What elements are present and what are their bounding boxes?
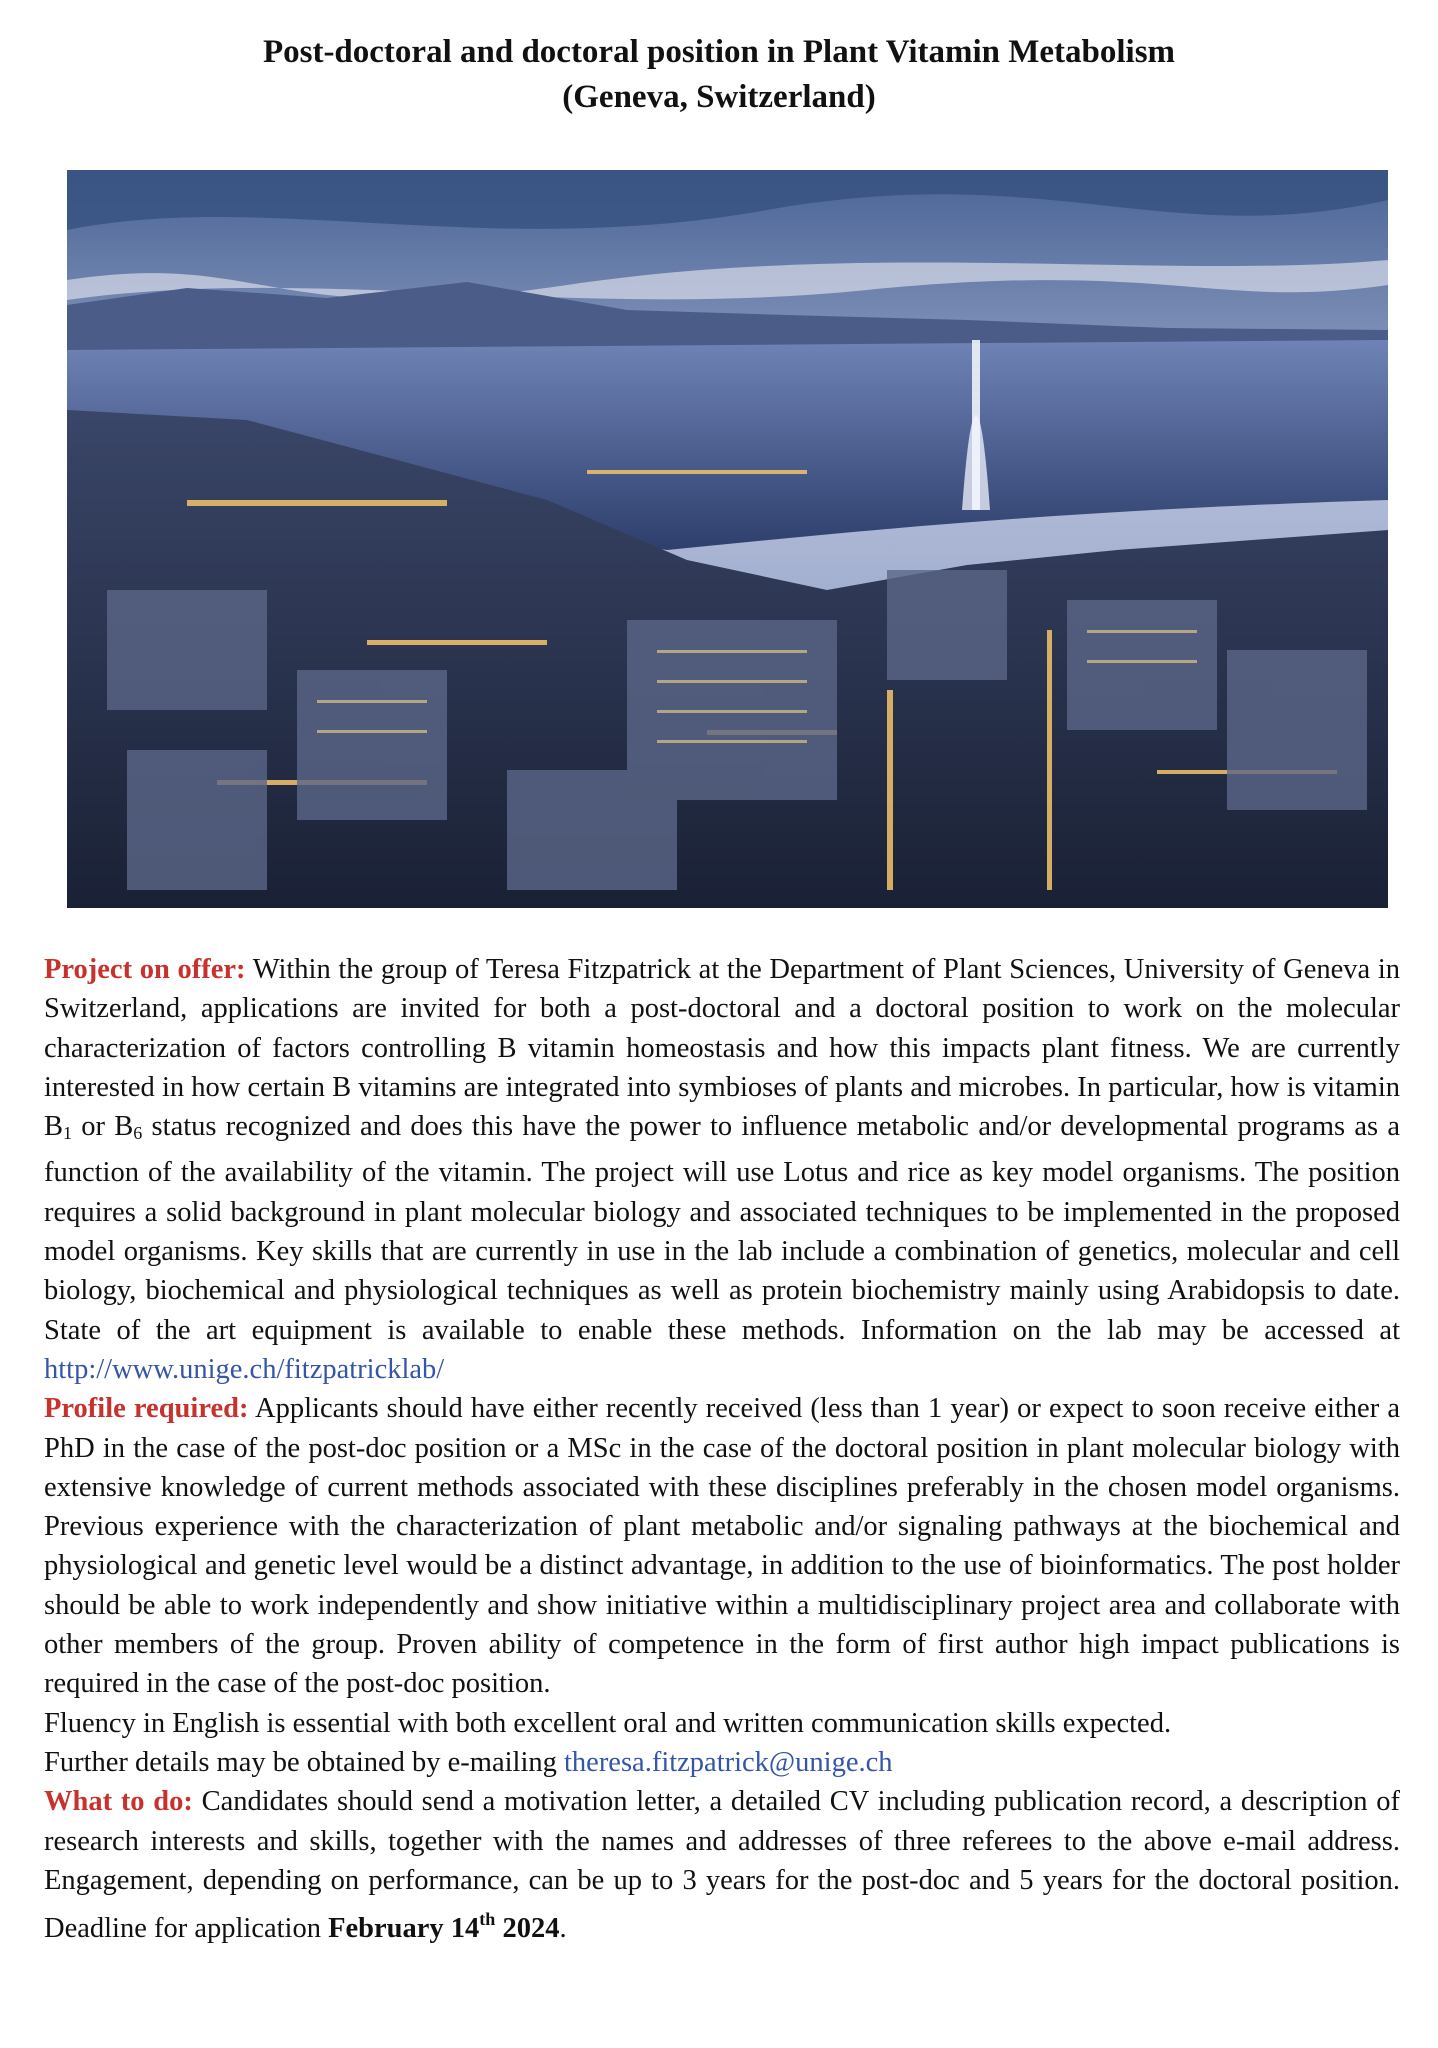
- project-paragraph: [44, 950, 1400, 1389]
- what-to-do-label: What to do:: [44, 1786, 193, 1818]
- email-link[interactable]: theresa.fitzpatrick@unige.ch: [564, 1746, 893, 1778]
- title-line-1: Post-doctoral and doctoral position in Plant Vitamin Metabolism: [262, 34, 1176, 70]
- deadline-year: 2024: [495, 1913, 560, 1945]
- project-label: Project on offer:: [44, 954, 246, 985]
- job-description: [44, 950, 1400, 1948]
- what-to-do-paragraph: [44, 1782, 1400, 1948]
- vitamin-subscript-1: 1: [63, 1123, 73, 1144]
- deadline-period: .: [559, 1913, 567, 1945]
- project-text-1: Within the group of Teresa Fitzpatrick at the Department of Plant Sciences, University of Geneva in Switzerland, applications are invited for both a post-doctoral and a doctoral position to work on the molecular characterization of factors controlling B vitamin homeostasis and how this impacts plant fitness. We are currently interested in how certain B vitamins are integrated into symbioses of plants and microbes. In particular, how is vitamin B: [44, 954, 1401, 1143]
- deadline-month-day: February 14: [328, 1913, 480, 1945]
- city-photo-icon: [67, 170, 1388, 908]
- profile-label: Profile required:: [44, 1393, 249, 1425]
- lab-website-link[interactable]: http://www.unige.ch/fitzpatricklab/: [44, 1353, 445, 1385]
- fluency-paragraph: Fluency in English is essential with both excellent oral and written communication skills expected.: [44, 1707, 1172, 1739]
- title-line-2: (Geneva, Switzerland): [562, 79, 876, 115]
- profile-text: Applicants should have either recently received (less than 1 year) or expect to soon receive either a PhD in the case of the post-doc position or a MSc in the case of the doctoral position in plant molecular biology with extensive knowledge of current methods associated with these disciplines preferably in the chosen model organisms. Previous experience with the characterization of plant metabolic and/or signaling pathways at the biochemical and physiological and genetic level would be a distinct advantage, in addition to the use of bioinformatics. The post holder should be able to work independently and show initiative within a multidisciplinary project area and collaborate with other members of the group. Proven ability of competence in the form of first author high impact publications is required in the case of the post-doc position.: [44, 1393, 1400, 1700]
- project-text-2: or B: [72, 1111, 134, 1143]
- project-text-3: status recognized and does this have the power to influence metabolic and/or developmental programs as a function of the availability of the vitamin. The project will use Lotus and rice as key model organisms. The position requires a solid background in plant molecular biology and associated techniques to be implemented in the proposed model organisms. Key skills that are currently in use in the lab include a combination of genetics, molecular and cell biology, biochemical and physiological techniques as well as protein biochemistry mainly using Arabidopsis to date. State of the art equipment is available to enable these methods. Information on the lab may be accessed at: [44, 1111, 1401, 1346]
- page-title: [0, 30, 1438, 120]
- what-to-do-text: Candidates should send a motivation letter, a detailed CV including publication record, a description of research interests and skills, together with the names and addresses of three referees to the above e-mail address. Engagement, depending on performance, can be up to 3 years for the post-doc and 5 years for the doctoral position. Deadline for application: [44, 1786, 1400, 1945]
- deadline-ordinal: th: [479, 1909, 496, 1930]
- contact-text: Further details may be obtained by e-mailing: [44, 1746, 564, 1778]
- contact-paragraph: [44, 1743, 1400, 1782]
- deadline-date: [328, 1909, 560, 1945]
- geneva-city-photo: [67, 170, 1388, 908]
- profile-paragraph: [44, 1389, 1400, 1703]
- vitamin-subscript-6: 6: [133, 1123, 143, 1144]
